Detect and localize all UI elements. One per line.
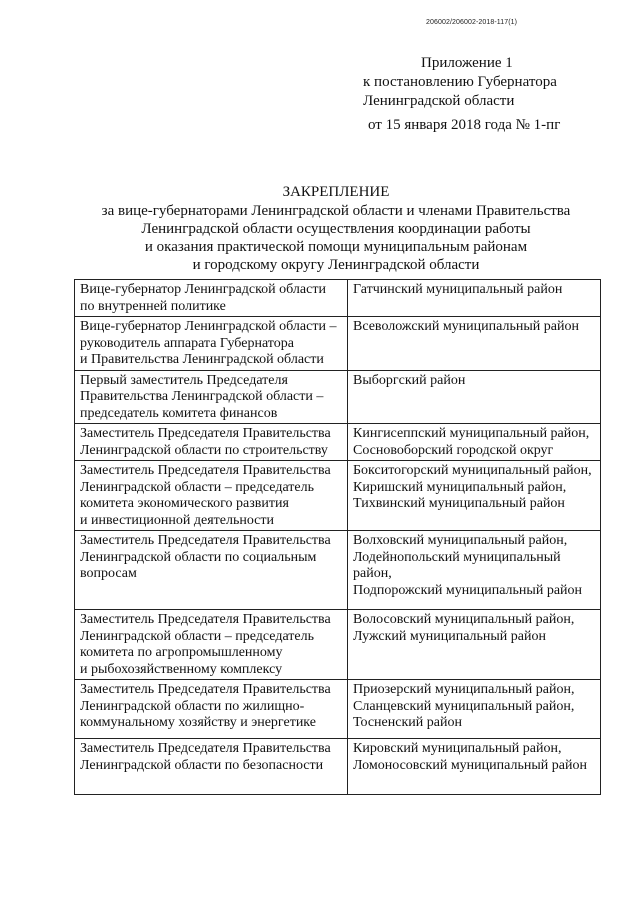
appendix-number: Приложение 1 xyxy=(421,55,513,71)
table-row xyxy=(75,680,601,739)
official-cell: Заместитель Председателя Правительства Ленинградской области по жилищно- коммунальному хозяйству и энергетике xyxy=(75,680,348,739)
official-cell: Заместитель Председателя Правительства Ленинградской области по строительству xyxy=(75,424,348,461)
table-row xyxy=(75,424,601,461)
table-row xyxy=(75,370,601,424)
districts-cell: Волховский муниципальный район, Лодейнопольский муниципальный район, Подпорожский муниципальный район xyxy=(348,531,601,610)
table-row xyxy=(75,531,601,610)
districts-cell: Кировский муниципальный район, Ломоносовский муниципальный район xyxy=(348,739,601,795)
official-cell: Заместитель Председателя Правительства Ленинградской области – председатель комитета по агропромышленному и рыбохозяйственному комплексу xyxy=(75,610,348,680)
table-row xyxy=(75,610,601,680)
subtitle-line: Ленинградской области осуществления координации работы xyxy=(141,221,531,237)
official-cell: Первый заместитель Председателя Правительства Ленинградской области – председатель комитета финансов xyxy=(75,370,348,424)
table-row xyxy=(75,280,601,317)
appendix-date: от 15 января 2018 года № 1-пг xyxy=(368,117,561,133)
subtitle-line: и городскому округу Ленинградской области xyxy=(192,257,480,273)
official-cell: Заместитель Председателя Правительства Ленинградской области по социальным вопросам xyxy=(75,531,348,610)
table-row xyxy=(75,461,601,531)
appendix-reference: к постановлению Губернатора xyxy=(363,74,557,90)
districts-cell: Кингисеппский муниципальный район, Сосновоборский городской округ xyxy=(348,424,601,461)
table-row xyxy=(75,317,601,371)
document-code: 206002/206002-2018-117(1) xyxy=(426,19,518,26)
official-cell: Заместитель Председателя Правительства Ленинградской области по безопасности xyxy=(75,739,348,795)
districts-cell: Гатчинский муниципальный район xyxy=(348,280,601,317)
districts-cell: Всеволожский муниципальный район xyxy=(348,317,601,371)
official-cell: Заместитель Председателя Правительства Ленинградской области – председатель комитета экономического развития и инвестиционной деятельности xyxy=(75,461,348,531)
table-row xyxy=(75,739,601,795)
document-title: ЗАКРЕПЛЕНИЕ xyxy=(282,184,390,200)
districts-cell: Бокситогорский муниципальный район, Киришский муниципальный район, Тихвинский муниципальный район xyxy=(348,461,601,531)
official-cell: Вице-губернатор Ленинградской области – руководитель аппарата Губернатора и Правительства Ленинградской области xyxy=(75,317,348,371)
appendix-block xyxy=(363,54,560,135)
appendix-region: Ленинградской области xyxy=(363,93,515,109)
subtitle-line: и оказания практической помощи муниципальным районам xyxy=(144,239,528,255)
official-cell: Вице-губернатор Ленинградской области по внутренней политике xyxy=(75,280,348,317)
subtitle-line: за вице-губернаторами Ленинградской области и членами Правительства xyxy=(101,203,571,219)
districts-cell: Приозерский муниципальный район, Сланцевский муниципальный район, Тосненский район xyxy=(348,680,601,739)
districts-cell: Волосовский муниципальный район, Лужский муниципальный район xyxy=(348,610,601,680)
document-heading xyxy=(60,183,612,274)
assignment-table xyxy=(74,279,601,795)
districts-cell: Выборгский район xyxy=(348,370,601,424)
